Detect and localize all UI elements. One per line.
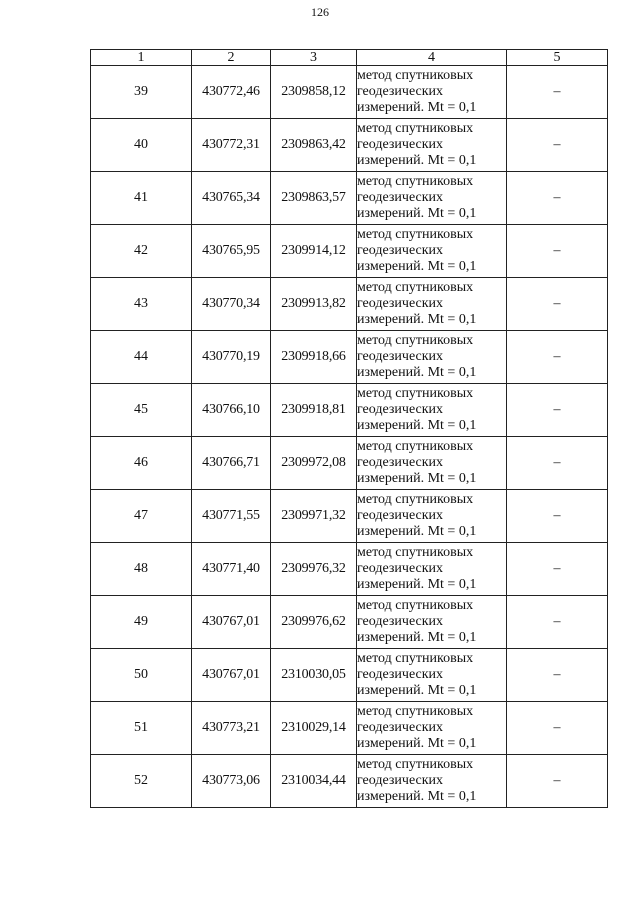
method-line: измерений. Mt = 0,1 xyxy=(357,418,477,433)
x-coordinate-cell: 430773,06 xyxy=(192,755,271,808)
y-coordinate-cell: 2309918,66 xyxy=(271,331,357,384)
x-coordinate-cell: 430772,31 xyxy=(192,119,271,172)
header-col-2: 2 xyxy=(192,50,271,66)
method-line: геодезических xyxy=(357,561,444,576)
point-number-cell: 40 xyxy=(91,119,192,172)
x-coordinate-cell: 430770,19 xyxy=(192,331,271,384)
point-number-cell: 51 xyxy=(91,702,192,755)
table-row xyxy=(91,384,608,437)
x-coordinate-cell: 430771,40 xyxy=(192,543,271,596)
point-number-cell: 46 xyxy=(91,437,192,490)
table-row xyxy=(91,543,608,596)
x-coordinate-cell: 430767,01 xyxy=(192,596,271,649)
x-coordinate-cell: 430766,71 xyxy=(192,437,271,490)
method-cell xyxy=(357,437,507,490)
method-cell xyxy=(357,331,507,384)
table-header-row xyxy=(91,50,608,66)
method-line: измерений. Mt = 0,1 xyxy=(357,100,477,115)
method-line: геодезических xyxy=(357,508,444,523)
method-line: метод спутниковых xyxy=(357,704,474,719)
method-line: метод спутниковых xyxy=(357,651,474,666)
y-coordinate-cell: 2309913,82 xyxy=(271,278,357,331)
y-coordinate-cell: 2309976,62 xyxy=(271,596,357,649)
point-number-cell: 42 xyxy=(91,225,192,278)
table-row xyxy=(91,119,608,172)
table-row xyxy=(91,596,608,649)
note-cell: – xyxy=(507,278,608,331)
y-coordinate-cell: 2309976,32 xyxy=(271,543,357,596)
method-line: геодезических xyxy=(357,349,444,364)
method-line: измерений. Mt = 0,1 xyxy=(357,365,477,380)
page-number: 126 xyxy=(311,5,329,19)
method-line: измерений. Mt = 0,1 xyxy=(357,153,477,168)
x-coordinate-cell: 430765,95 xyxy=(192,225,271,278)
note-cell: – xyxy=(507,755,608,808)
note-cell: – xyxy=(507,66,608,119)
method-cell xyxy=(357,755,507,808)
table-row xyxy=(91,649,608,702)
note-cell: – xyxy=(507,225,608,278)
note-cell: – xyxy=(507,384,608,437)
method-line: метод спутниковых xyxy=(357,386,474,401)
method-line: метод спутниковых xyxy=(357,227,474,242)
method-line: геодезических xyxy=(357,190,444,205)
method-line: геодезических xyxy=(357,614,444,629)
table-row xyxy=(91,331,608,384)
method-line: геодезических xyxy=(357,137,444,152)
method-line: измерений. Mt = 0,1 xyxy=(357,577,477,592)
method-line: геодезических xyxy=(357,667,444,682)
point-number-cell: 50 xyxy=(91,649,192,702)
method-line: геодезических xyxy=(357,296,444,311)
method-line: геодезических xyxy=(357,455,444,470)
note-cell: – xyxy=(507,172,608,225)
method-line: измерений. Mt = 0,1 xyxy=(357,471,477,486)
point-number-cell: 48 xyxy=(91,543,192,596)
x-coordinate-cell: 430771,55 xyxy=(192,490,271,543)
method-line: метод спутниковых xyxy=(357,121,474,136)
method-line: измерений. Mt = 0,1 xyxy=(357,789,477,804)
method-line: геодезических xyxy=(357,720,444,735)
point-number-cell: 49 xyxy=(91,596,192,649)
point-number-cell: 47 xyxy=(91,490,192,543)
table-row xyxy=(91,755,608,808)
method-cell xyxy=(357,543,507,596)
table-row xyxy=(91,278,608,331)
y-coordinate-cell: 2309863,42 xyxy=(271,119,357,172)
y-coordinate-cell: 2309972,08 xyxy=(271,437,357,490)
method-cell xyxy=(357,384,507,437)
table-row xyxy=(91,225,608,278)
note-cell: – xyxy=(507,702,608,755)
y-coordinate-cell: 2309858,12 xyxy=(271,66,357,119)
y-coordinate-cell: 2309971,32 xyxy=(271,490,357,543)
method-cell xyxy=(357,596,507,649)
method-line: метод спутниковых xyxy=(357,439,474,454)
method-line: измерений. Mt = 0,1 xyxy=(357,524,477,539)
method-line: измерений. Mt = 0,1 xyxy=(357,312,477,327)
method-line: измерений. Mt = 0,1 xyxy=(357,206,477,221)
method-line: геодезических xyxy=(357,243,444,258)
note-cell: – xyxy=(507,331,608,384)
method-cell xyxy=(357,490,507,543)
method-line: метод спутниковых xyxy=(357,333,474,348)
method-line: метод спутниковых xyxy=(357,174,474,189)
header-col-5: 5 xyxy=(507,50,608,66)
method-cell xyxy=(357,278,507,331)
table-body xyxy=(91,66,608,808)
method-line: геодезических xyxy=(357,84,444,99)
note-cell: – xyxy=(507,119,608,172)
method-cell xyxy=(357,225,507,278)
method-cell xyxy=(357,172,507,225)
method-line: метод спутниковых xyxy=(357,68,474,83)
x-coordinate-cell: 430770,34 xyxy=(192,278,271,331)
x-coordinate-cell: 430765,34 xyxy=(192,172,271,225)
x-coordinate-cell: 430767,01 xyxy=(192,649,271,702)
point-number-cell: 44 xyxy=(91,331,192,384)
method-line: измерений. Mt = 0,1 xyxy=(357,630,477,645)
method-cell xyxy=(357,119,507,172)
point-number-cell: 45 xyxy=(91,384,192,437)
y-coordinate-cell: 2309918,81 xyxy=(271,384,357,437)
x-coordinate-cell: 430773,21 xyxy=(192,702,271,755)
method-line: метод спутниковых xyxy=(357,545,474,560)
point-number-cell: 43 xyxy=(91,278,192,331)
x-coordinate-cell: 430772,46 xyxy=(192,66,271,119)
note-cell: – xyxy=(507,543,608,596)
method-cell xyxy=(357,702,507,755)
coordinates-table xyxy=(90,49,608,808)
note-cell: – xyxy=(507,596,608,649)
point-number-cell: 52 xyxy=(91,755,192,808)
note-cell: – xyxy=(507,437,608,490)
method-line: метод спутниковых xyxy=(357,757,474,772)
table-row xyxy=(91,702,608,755)
header-col-4: 4 xyxy=(357,50,507,66)
table-row xyxy=(91,490,608,543)
header-col-1: 1 xyxy=(91,50,192,66)
method-line: метод спутниковых xyxy=(357,280,474,295)
note-cell: – xyxy=(507,649,608,702)
y-coordinate-cell: 2309914,12 xyxy=(271,225,357,278)
method-line: измерений. Mt = 0,1 xyxy=(357,259,477,274)
y-coordinate-cell: 2310029,14 xyxy=(271,702,357,755)
method-cell xyxy=(357,66,507,119)
note-cell: – xyxy=(507,490,608,543)
method-line: метод спутниковых xyxy=(357,598,474,613)
method-line: измерений. Mt = 0,1 xyxy=(357,736,477,751)
y-coordinate-cell: 2309863,57 xyxy=(271,172,357,225)
method-line: измерений. Mt = 0,1 xyxy=(357,683,477,698)
table-row xyxy=(91,172,608,225)
method-line: метод спутниковых xyxy=(357,492,474,507)
header-col-3: 3 xyxy=(271,50,357,66)
y-coordinate-cell: 2310034,44 xyxy=(271,755,357,808)
x-coordinate-cell: 430766,10 xyxy=(192,384,271,437)
method-cell xyxy=(357,649,507,702)
point-number-cell: 41 xyxy=(91,172,192,225)
table-row xyxy=(91,66,608,119)
table-row xyxy=(91,437,608,490)
method-line: геодезических xyxy=(357,773,444,788)
y-coordinate-cell: 2310030,05 xyxy=(271,649,357,702)
point-number-cell: 39 xyxy=(91,66,192,119)
method-line: геодезических xyxy=(357,402,444,417)
